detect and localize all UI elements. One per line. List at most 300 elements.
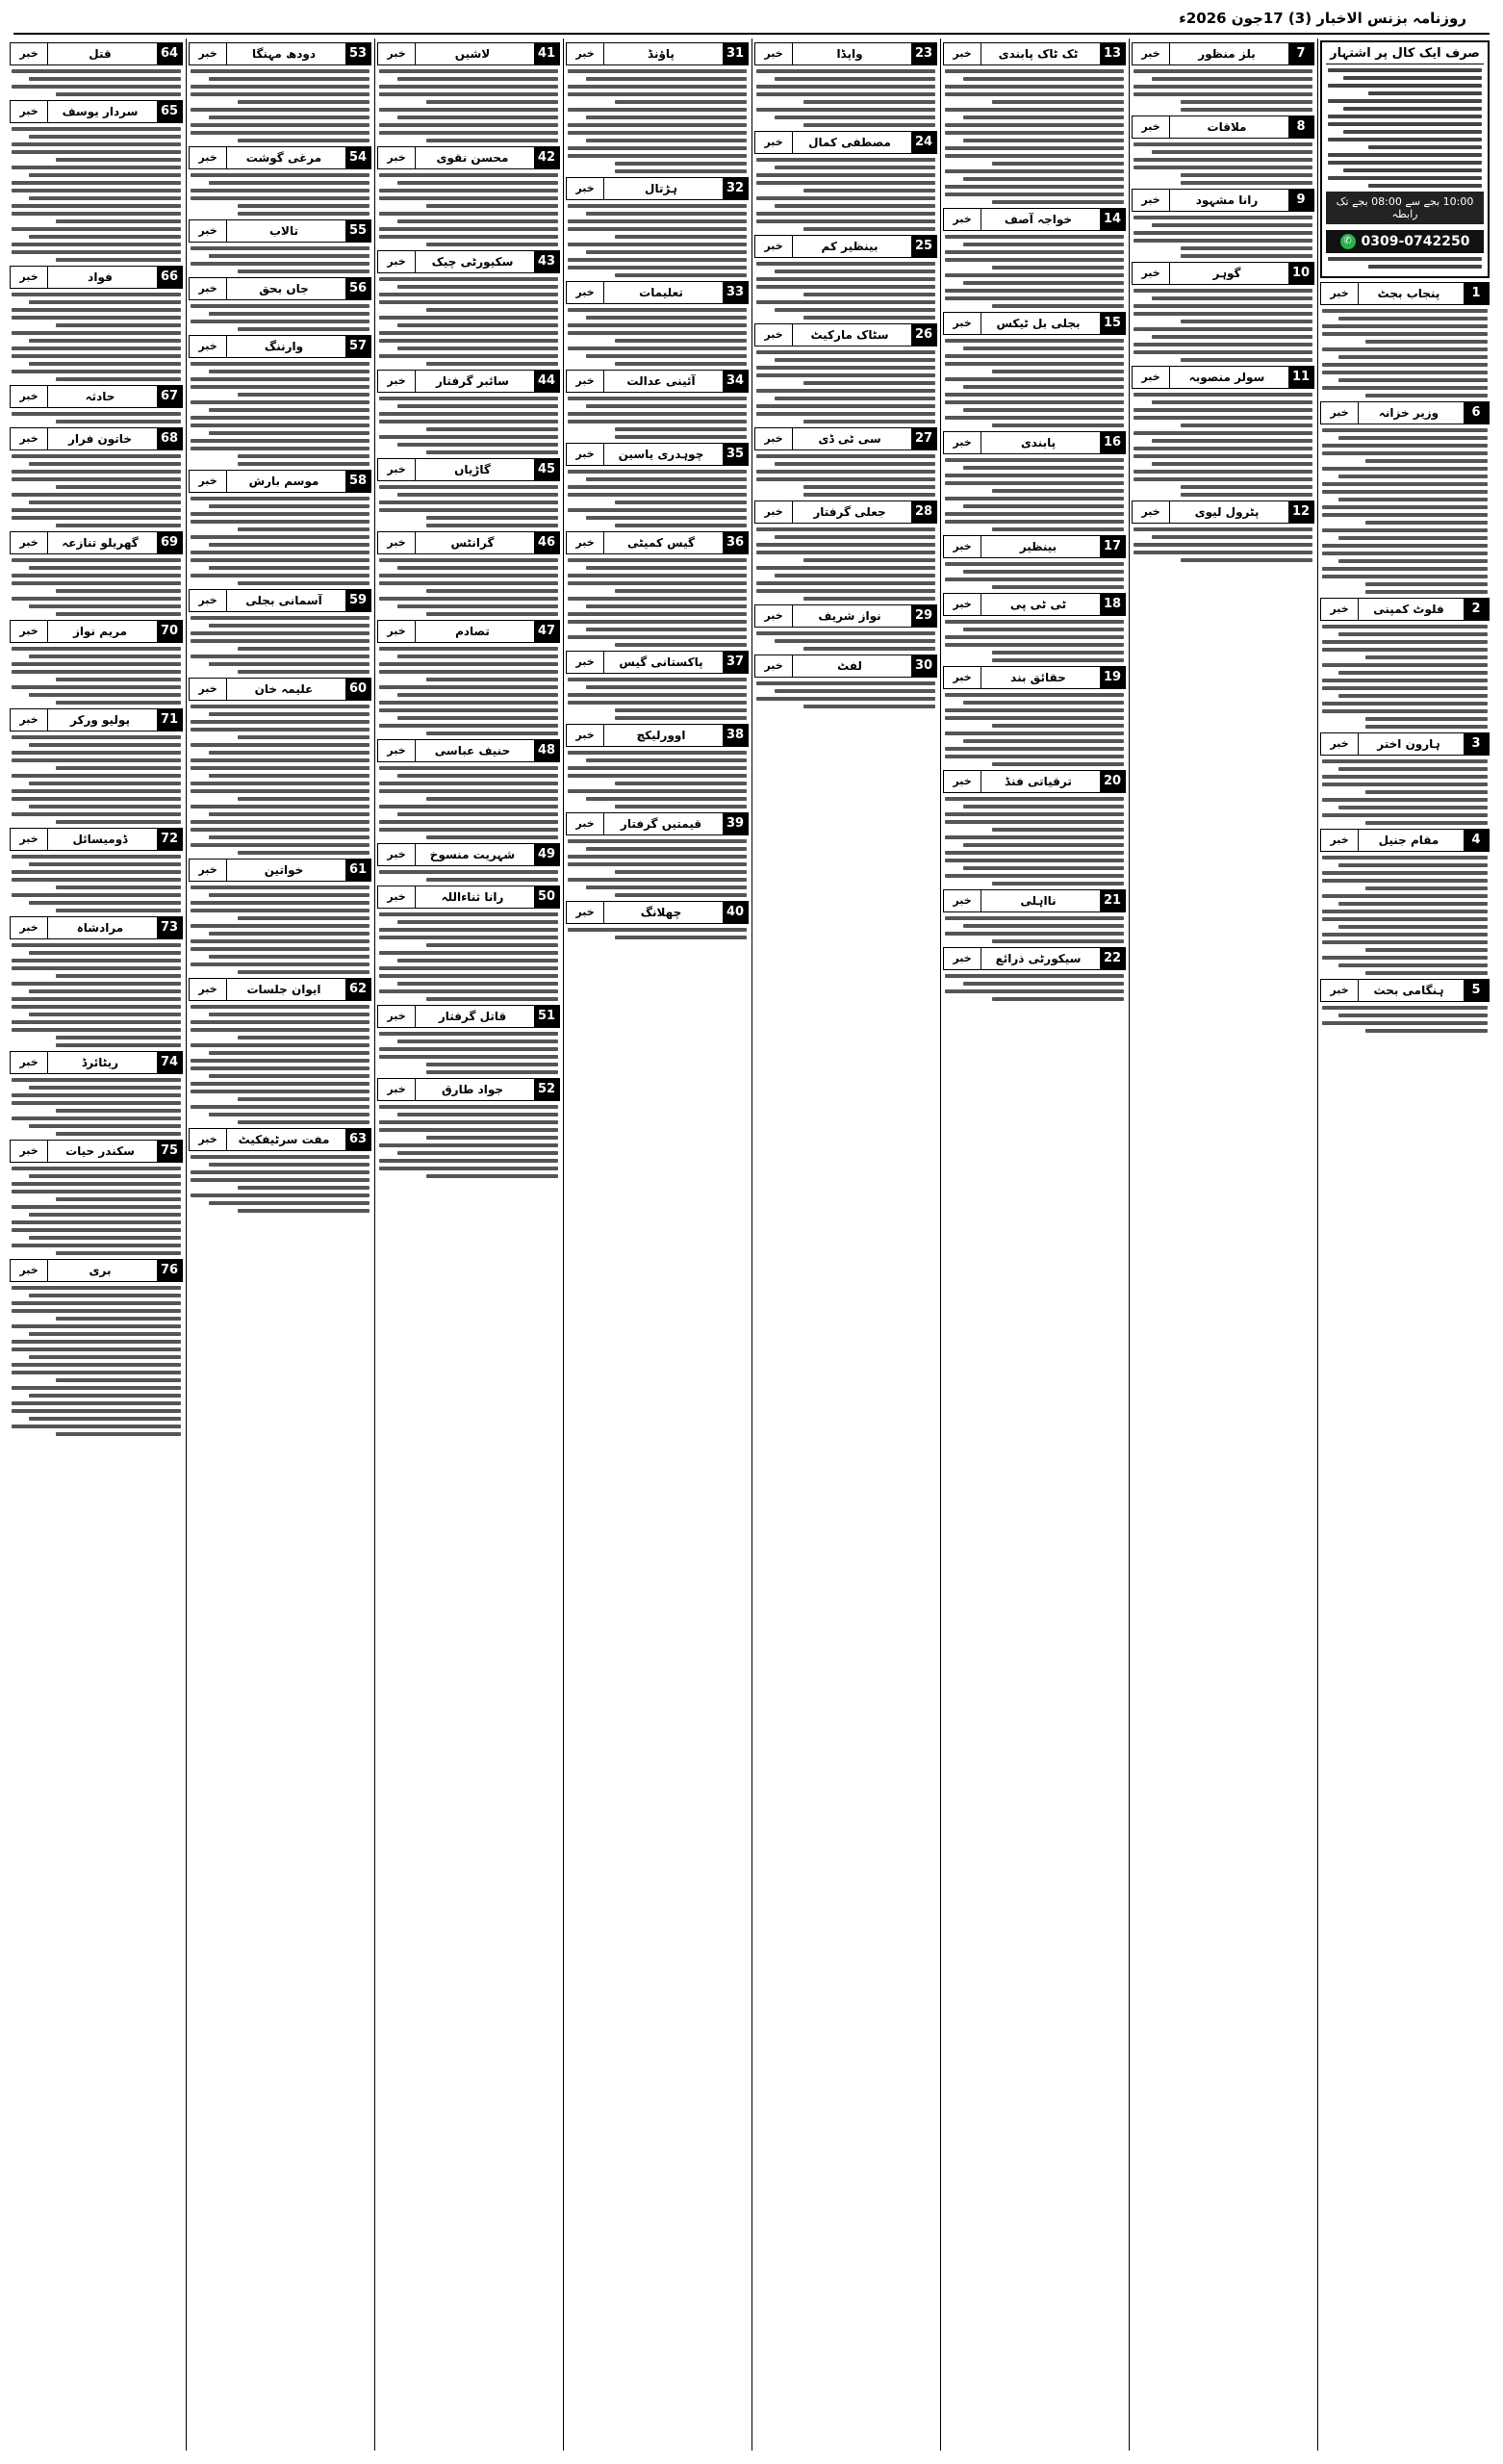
news-number: 12 [1288,501,1313,523]
news-headline[interactable] [10,427,183,450]
news-title: بینظیر [1019,540,1057,553]
news-title: گیس کمیٹی [627,536,695,550]
news-headline[interactable] [10,385,183,408]
news-title: آسمانی بجلی [245,594,322,607]
news-item [943,535,1126,589]
news-label: خبر [567,178,604,199]
news-title: نواز شریف [818,609,881,623]
promo-timing: 10:00 بجے سے 08:00 بجے تک رابطہ [1326,192,1484,224]
news-body [10,412,183,424]
ad-promo-box [1320,40,1490,278]
news-headline[interactable] [377,146,560,169]
news-label: خبر [1133,43,1170,64]
news-title: جواد طارق [441,1083,504,1096]
news-item [377,620,560,735]
news-item [1320,598,1490,729]
news-number: 72 [157,829,182,850]
news-item [566,443,749,527]
news-headline[interactable] [1320,282,1490,305]
news-body [566,69,749,173]
news-headline[interactable] [1320,732,1490,756]
news-headline[interactable] [189,42,371,65]
news-headline[interactable] [377,1078,560,1101]
news-headline[interactable] [189,978,371,1001]
news-number: 59 [345,590,370,611]
news-column-8 [10,38,183,2451]
news-number: 38 [723,725,748,746]
news-body [566,751,749,808]
news-headline[interactable] [189,678,371,701]
news-body [10,127,183,262]
news-item [566,370,749,439]
news-headline[interactable] [754,235,937,258]
news-headline[interactable] [10,620,183,643]
news-title: جعلی گرفتار [813,505,886,519]
news-headline[interactable] [1132,189,1314,212]
news-number: 60 [345,679,370,700]
news-body [566,397,749,439]
news-title: رانا ثناءاللہ [441,890,504,904]
news-headline[interactable] [943,208,1126,231]
news-title: حقائق بند [1010,671,1066,684]
news-label: خبر [378,147,416,168]
news-headline[interactable] [377,1005,560,1028]
news-label: خبر [944,890,981,911]
news-body [189,246,371,273]
news-body [1132,289,1314,362]
news-label: خبر [378,844,416,865]
news-headline[interactable] [10,828,183,851]
news-item [754,323,937,424]
news-headline[interactable] [1132,42,1314,65]
news-label: خبر [567,813,604,834]
news-headline[interactable] [377,42,560,65]
news-number: 40 [723,902,748,923]
news-title: بلز منظور [1198,47,1256,61]
news-label: خبر [755,428,793,449]
news-headline[interactable] [1320,401,1490,424]
news-item [1320,732,1490,825]
news-headline[interactable] [754,654,937,678]
news-label: خبر [1133,367,1170,388]
news-item [189,219,371,273]
news-item [10,427,183,527]
news-label: خبر [11,101,48,122]
news-item [1320,829,1490,975]
news-label: خبر [11,621,48,642]
news-number: 33 [723,282,748,303]
news-item [566,177,749,277]
news-title: ہڑتال [645,182,677,195]
news-item [1132,366,1314,497]
news-number: 39 [723,813,748,834]
column-divider [1129,38,1130,2451]
news-headline[interactable] [754,131,937,154]
news-body [566,558,749,647]
news-headline[interactable] [566,901,749,924]
news-headline[interactable] [943,431,1126,454]
news-headline[interactable] [1132,116,1314,139]
news-item [377,531,560,616]
news-body [377,647,560,735]
news-body [377,766,560,839]
news-item [377,146,560,246]
news-number: 29 [911,605,936,627]
news-item [566,812,749,897]
news-title: مصطفی کمال [808,136,891,149]
news-label: خبر [755,501,793,523]
news-body [943,693,1126,766]
news-label: خبر [1321,599,1359,620]
news-number: 71 [157,709,182,731]
news-title: آئینی عدالت [626,374,696,388]
news-headline[interactable] [566,281,749,304]
news-headline[interactable] [566,42,749,65]
news-title: بینظیر کم [821,240,879,253]
news-headline[interactable] [754,500,937,524]
news-label: خبر [944,594,981,615]
news-headline[interactable] [943,535,1126,558]
news-title: وزیر خزانہ [1378,406,1439,420]
news-body [566,839,749,897]
column-divider [186,38,187,2451]
news-body [10,943,183,1047]
news-item [754,131,937,231]
news-headline[interactable] [566,370,749,393]
news-headline[interactable] [1320,829,1490,852]
news-headline[interactable] [377,739,560,762]
news-body [10,293,183,381]
news-item [1132,116,1314,185]
news-body [1320,759,1490,825]
news-body [189,69,371,142]
news-body [1132,393,1314,497]
news-title: مریم نواز [72,625,128,638]
news-label: خبر [378,251,416,272]
news-item [10,1259,183,1436]
news-title: جاں بحق [259,282,309,295]
news-headline[interactable] [1320,979,1490,1002]
news-headline[interactable] [10,100,183,123]
news-headline[interactable] [377,458,560,481]
news-label: خبر [1321,733,1359,755]
news-number: 19 [1100,667,1125,688]
news-number: 42 [534,147,559,168]
news-headline[interactable] [943,593,1126,616]
news-headline[interactable] [10,1259,183,1282]
news-headline[interactable] [943,666,1126,689]
news-body [377,1105,560,1178]
news-number: 43 [534,251,559,272]
news-headline[interactable] [943,312,1126,335]
news-headline[interactable] [377,370,560,393]
news-headline[interactable] [189,335,371,358]
news-number: 69 [157,532,182,553]
news-body [10,69,183,96]
news-body [754,681,937,708]
news-headline[interactable] [943,42,1126,65]
news-column-1 [1320,38,1490,2451]
news-title: ہنگامی بحث [1373,984,1444,997]
news-title: واپڈا [836,47,863,61]
news-number: 63 [345,1129,370,1150]
news-number: 9 [1288,190,1313,211]
news-body [754,158,937,231]
news-number: 36 [723,532,748,553]
news-headline[interactable] [189,470,371,493]
promo-body [1326,68,1484,188]
news-label: خبر [190,979,227,1000]
news-body [566,204,749,277]
news-title: پاؤنڈ [648,47,675,61]
news-item [1320,401,1490,594]
news-item [1132,262,1314,362]
news-label: خبر [567,725,604,746]
news-item [943,593,1126,662]
news-title: محسن نقوی [436,151,509,165]
news-body [1320,1006,1490,1033]
news-title: پٹرول لیوی [1194,505,1260,519]
news-number: 54 [345,147,370,168]
news-body [10,647,183,705]
news-body [10,1167,183,1255]
news-number: 18 [1100,594,1125,615]
news-headline[interactable] [566,443,749,466]
news-headline[interactable] [943,889,1126,912]
news-title: سی ٹی ڈی [818,432,881,446]
news-headline[interactable] [189,146,371,169]
column-divider [940,38,941,2451]
news-item [377,42,560,142]
news-headline[interactable] [377,843,560,866]
news-number: 61 [345,860,370,881]
news-title: لفٹ [837,659,862,673]
news-body [754,527,937,601]
news-title: مرغی گوشت [245,151,322,165]
news-number: 10 [1288,263,1313,284]
news-item [189,589,371,674]
news-number: 31 [723,43,748,64]
news-body [943,562,1126,589]
news-body [754,69,937,127]
news-label: خبر [567,371,604,392]
news-label: خبر [378,886,416,908]
news-headline[interactable] [10,1051,183,1074]
news-headline[interactable] [566,724,749,747]
news-item [566,531,749,647]
news-number: 65 [157,101,182,122]
news-body [189,705,371,855]
news-title: سٹاک مارکیٹ [810,328,889,342]
news-headline[interactable] [566,651,749,674]
news-headline[interactable] [754,42,937,65]
news-body [1132,69,1314,112]
news-item [754,427,937,497]
news-item [566,724,749,808]
news-body [10,558,183,616]
news-body [1320,625,1490,729]
news-item [10,42,183,96]
news-title: حادثہ [85,390,115,403]
news-body [1320,309,1490,398]
news-headline[interactable] [10,1140,183,1163]
news-headline[interactable] [189,589,371,612]
news-item [189,146,371,216]
news-label: خبر [190,471,227,492]
news-number: 47 [534,621,559,642]
news-label: خبر [944,536,981,557]
news-label: خبر [11,1141,48,1162]
news-item [754,42,937,127]
news-headline[interactable] [189,859,371,882]
news-body [189,362,371,466]
news-number: 21 [1100,890,1125,911]
news-title: پنجاب بجٹ [1377,287,1440,300]
news-label: خبر [944,209,981,230]
news-label: خبر [1133,501,1170,523]
news-headline[interactable] [10,531,183,554]
promo-footer [1326,257,1484,269]
news-label: خبر [1133,190,1170,211]
news-title: سکندر حیات [65,1144,135,1158]
phone-number: 0309-0742250 [1361,234,1470,249]
news-item [189,42,371,142]
news-title: اوورلیکچ [636,729,686,742]
news-label: خبر [11,917,48,938]
news-number: 1 [1464,283,1489,304]
news-body [377,558,560,616]
news-number: 35 [723,444,748,465]
news-label: خبر [755,236,793,257]
news-label: خبر [944,771,981,792]
news-body [10,454,183,527]
news-body [189,497,371,585]
news-title: گھریلو تنازعہ [62,536,139,550]
news-headline[interactable] [10,42,183,65]
news-body [189,616,371,674]
news-headline[interactable] [189,277,371,300]
news-headline[interactable] [566,812,749,835]
news-number: 34 [723,371,748,392]
news-headline[interactable] [1132,366,1314,389]
news-title: نااہلی [1020,894,1057,908]
news-body [377,870,560,882]
news-column-5 [566,38,749,2451]
news-label: خبر [944,432,981,453]
news-number: 50 [534,886,559,908]
news-item [943,431,1126,531]
news-headline[interactable] [10,708,183,732]
news-headline[interactable] [377,250,560,273]
column-divider [1317,38,1318,2451]
news-number: 67 [157,386,182,407]
news-headline[interactable] [566,177,749,200]
news-label: خبر [567,444,604,465]
news-headline[interactable] [377,886,560,909]
news-headline[interactable] [1320,598,1490,621]
news-item [566,651,749,720]
news-number: 6 [1464,402,1489,424]
news-headline[interactable] [754,323,937,346]
news-headline[interactable] [10,266,183,289]
news-headline[interactable] [10,916,183,939]
news-headline[interactable] [566,531,749,554]
news-item [943,947,1126,1001]
news-label: خبر [567,902,604,923]
news-title: ٹی ٹی پی [1009,598,1067,611]
news-title: پابندی [1020,436,1057,449]
news-label: خبر [755,655,793,677]
news-body [377,912,560,1001]
news-label: خبر [11,386,48,407]
news-label: خبر [11,1260,48,1281]
news-label: خبر [190,220,227,242]
news-title: خواتین [264,863,304,877]
news-item [1320,282,1490,398]
news-number: 30 [911,655,936,677]
news-title: قتل [89,47,112,61]
news-number: 52 [534,1079,559,1100]
news-label: خبر [944,667,981,688]
news-title: ملاقات [1207,120,1247,134]
news-label: خبر [11,709,48,731]
news-headline[interactable] [1132,500,1314,524]
news-column-3 [943,38,1126,2451]
news-headline[interactable] [377,620,560,643]
news-number: 37 [723,652,748,673]
news-label: خبر [755,324,793,346]
news-title: موسم بارش [248,475,319,488]
news-body [1132,527,1314,562]
news-item [754,604,937,651]
news-label: خبر [11,267,48,288]
news-headline[interactable] [189,1128,371,1151]
news-title: خواجہ آصف [1004,213,1073,226]
promo-phone[interactable] [1326,230,1484,253]
news-title: بری [89,1264,112,1277]
news-number: 74 [157,1052,182,1073]
news-column-7 [189,38,371,2451]
news-item [943,666,1126,766]
news-headline[interactable] [377,531,560,554]
news-title: سائبر گرفتار [436,374,509,388]
news-headline[interactable] [943,947,1126,970]
news-number: 26 [911,324,936,346]
news-number: 76 [157,1260,182,1281]
news-item [10,620,183,705]
news-headline[interactable] [943,770,1126,793]
news-headline[interactable] [189,219,371,243]
news-number: 46 [534,532,559,553]
news-label: خبر [1133,263,1170,284]
news-headline[interactable] [1132,262,1314,285]
news-item [189,859,371,974]
column-divider [563,38,564,2451]
news-headline[interactable] [754,427,937,450]
news-number: 51 [534,1006,559,1027]
news-item [377,1005,560,1074]
news-item [1320,979,1490,1033]
news-body [1320,428,1490,594]
news-title: شہریت منسوخ [429,848,516,861]
news-number: 23 [911,43,936,64]
news-label: خبر [11,428,48,449]
news-item [189,1128,371,1213]
news-title: حنیف عباسی [434,744,511,757]
news-headline[interactable] [754,604,937,628]
news-body [566,678,749,720]
news-label: خبر [190,679,227,700]
